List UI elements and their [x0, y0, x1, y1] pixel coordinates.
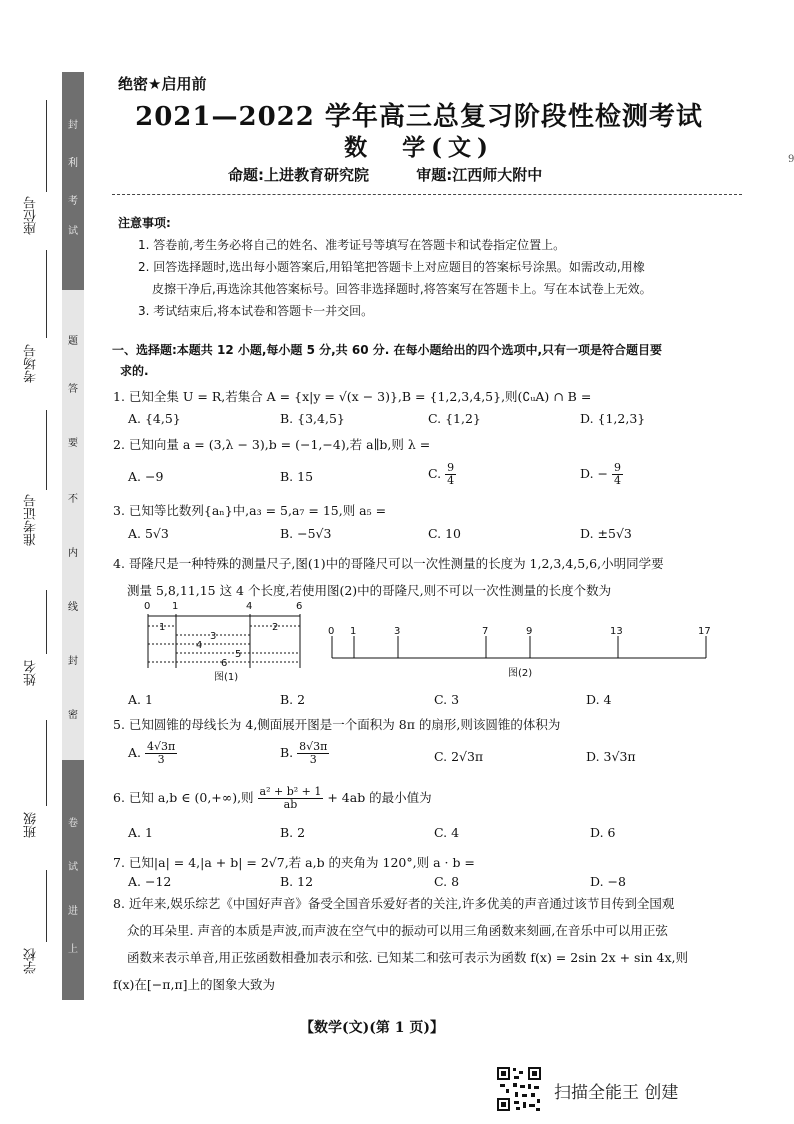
frac-num: 9: [613, 461, 621, 474]
strip-char: 线: [68, 602, 78, 613]
section-heading: [112, 340, 742, 382]
option-c[interactable]: [428, 462, 456, 487]
frac-num: 8√3π: [299, 740, 328, 753]
ruler2-mark-label: 7: [482, 626, 489, 637]
golomb-ruler-figure-2: [322, 618, 722, 680]
question-stem: 4. 哥隆尺是一种特殊的测量尺子,图(1)中的哥隆尺可以一次性测量的长度为 1,2,3,4,5,6,小明同学要: [113, 556, 664, 571]
option-b[interactable]: B. 2: [280, 692, 306, 707]
ruler1-mark-label: 1: [172, 601, 179, 612]
ruler2-mark-label: 1: [350, 626, 357, 637]
page-footer: 【数学(文)(第 1 页)】: [300, 1020, 444, 1036]
strip-light-middle: [62, 290, 84, 760]
fraction: [145, 741, 177, 766]
figure-caption: 图(1): [214, 672, 239, 683]
option-a[interactable]: A. −9: [128, 469, 164, 484]
school-line: [46, 870, 47, 942]
question-stem: [113, 785, 432, 811]
frac-den: ab: [283, 798, 298, 811]
section-heading-line: 求的.: [120, 364, 149, 378]
option-d[interactable]: D. −8: [590, 874, 626, 889]
class-label: 班级: [24, 812, 39, 838]
class-line: [46, 720, 47, 806]
frac-den: 4: [447, 474, 455, 487]
option-a[interactable]: A. −12: [128, 874, 172, 889]
strip-dark-top: [62, 72, 84, 290]
ruler1-span-label: 1: [159, 622, 166, 633]
question-4: [113, 550, 743, 604]
strip-char: 卷: [68, 818, 78, 829]
option-a[interactable]: A. {4,5}: [128, 411, 181, 426]
strip-char: 利: [68, 158, 78, 169]
fraction: [297, 741, 329, 766]
question-7: [113, 853, 475, 871]
section-heading-line: 一、选择题:本题共 12 小题,每小题 5 分,共 60 分. 在每小题给出的四个选项中,只有一项是符合题目要: [112, 343, 663, 357]
ruler1-span-label: 5: [235, 649, 242, 660]
admission-number-label: 准考证号: [24, 494, 39, 546]
option-c[interactable]: C. 2√3π: [434, 749, 484, 764]
figure-caption: 图(2): [508, 668, 533, 679]
question-stem: 3. 已知等比数列{aₙ}中,a₃ = 5,a₇ = 15,则 a₅ =: [113, 503, 387, 518]
exam-room-line: [46, 250, 47, 338]
ruler2-mark-label: 17: [698, 626, 711, 637]
notice-title: 注意事项:: [118, 216, 171, 230]
setters-line: [228, 164, 584, 185]
fraction: [612, 462, 623, 487]
exam-room-label: 考场号: [24, 344, 39, 383]
option-c[interactable]: C. 10: [428, 526, 461, 541]
ruler2-mark-label: 0: [328, 626, 335, 637]
option-b[interactable]: B. 12: [280, 874, 314, 889]
strip-char: 题: [68, 336, 78, 347]
frac-den: 3: [309, 753, 317, 766]
qr-code-icon: [496, 1066, 542, 1112]
option-d[interactable]: D. 6: [590, 825, 616, 840]
question-stem: f(x)在[−π,π]上的图象大致为: [113, 977, 276, 992]
question-1: [113, 387, 591, 405]
option-d[interactable]: D. {1,2,3}: [580, 411, 646, 426]
ruler2-mark-label: 13: [610, 626, 623, 637]
seat-number-label: 座位号: [24, 196, 39, 235]
option-b[interactable]: [280, 741, 329, 766]
exam-title: 2021—2022 学年高三总复习阶段性检测考试: [135, 102, 703, 132]
option-d[interactable]: D. 3√3π: [586, 749, 636, 764]
q2-options: [128, 462, 738, 492]
option-c[interactable]: C. {1,2}: [428, 411, 481, 426]
question-6: [113, 786, 432, 811]
ruler1-span-label: 4: [196, 640, 203, 651]
question-stem: 8. 近年来,娱乐综艺《中国好声音》备受全国音乐爱好者的关注,许多优美的声音通过该节目传到全国观: [113, 896, 675, 911]
option-c[interactable]: C. 8: [434, 874, 460, 889]
strip-char: 封: [68, 656, 78, 667]
option-c[interactable]: C. 3: [434, 692, 460, 707]
fraction: [258, 786, 324, 811]
option-d[interactable]: D. 4: [586, 692, 612, 707]
option-a[interactable]: A. 1: [128, 692, 153, 707]
option-a[interactable]: A. 1: [128, 825, 153, 840]
question-5: [113, 715, 560, 733]
notice-block: [118, 212, 743, 322]
school-label: 学校: [24, 948, 39, 974]
option-c[interactable]: C. 4: [434, 825, 460, 840]
stem-text: + 4ab 的最小值为: [327, 790, 432, 805]
notice-item: 1. 答卷前,考生务必将自己的姓名、准考证号等填写在答题卡和试卷指定位置上。: [138, 238, 566, 252]
strip-char: 不: [68, 494, 78, 505]
option-a[interactable]: A. 5√3: [128, 526, 169, 541]
option-d[interactable]: D. ±5√3: [580, 526, 632, 541]
name-line: [46, 590, 47, 654]
name-label: 姓名: [24, 660, 39, 686]
question-stem: 5. 已知圆锥的母线长为 4,侧面展开图是一个面积为 8π 的扇形,则该圆锥的体积为: [113, 717, 561, 732]
confidential-mark: 绝密★启用前: [118, 75, 207, 93]
question-3: [113, 501, 386, 519]
option-b[interactable]: B. −5√3: [280, 526, 332, 541]
binding-margin-strip: [62, 72, 84, 1000]
notice-item: 3. 考试结束后,将本试卷和答题卡一并交回。: [138, 304, 374, 318]
ruler2-mark-label: 9: [526, 626, 533, 637]
frac-den: 3: [157, 753, 165, 766]
frac-num: 9: [447, 461, 455, 474]
strip-char: 进: [68, 906, 78, 917]
setter-text: 命题:上进教育研究院: [228, 166, 369, 184]
edge-number: 9: [788, 154, 794, 165]
golomb-ruler-figure-1: [136, 598, 316, 686]
ruler1-mark-label: 6: [296, 601, 303, 612]
frac-num: a² + b² + 1: [259, 785, 322, 798]
ruler1-mark-label: 4: [246, 601, 253, 612]
question-8: [113, 890, 743, 998]
option-b[interactable]: B. 15: [280, 469, 314, 484]
question-stem: 众的耳朵里. 声音的本质是声波,而声波在空气中的振动可以用三角函数来刻画,在音乐中可以用正弦: [127, 923, 668, 938]
option-d[interactable]: [580, 462, 623, 487]
option-label: B.: [280, 745, 294, 760]
strip-char: 内: [68, 548, 78, 559]
frac-den: 4: [613, 474, 621, 487]
ruler1-span-label: 3: [210, 631, 217, 642]
strip-char: 封: [68, 120, 78, 131]
strip-char: 试: [68, 862, 78, 873]
option-a[interactable]: [128, 741, 177, 766]
ruler2-mark-label: 3: [394, 626, 401, 637]
question-2: [113, 435, 430, 453]
reviewer-text: 审题:江西师大附中: [416, 166, 543, 184]
seat-number-line: [46, 100, 47, 192]
strip-char: 考: [68, 196, 78, 207]
question-stem: 函数来表示单音,用正弦函数相叠加表示和弦. 已知某二和弦可表示为函数 f(x) = 2sin 2x + sin 4x,则: [127, 950, 688, 965]
option-b[interactable]: B. {3,4,5}: [280, 411, 345, 426]
ruler1-span-label: 6: [221, 658, 228, 669]
header-divider: [112, 194, 742, 195]
scanner-watermark: 扫描全能王 创建: [554, 1083, 679, 1103]
strip-char: 上: [68, 944, 78, 955]
strip-char: 试: [68, 226, 78, 237]
notice-item-cont: 皮擦干净后,再选涂其他答案标号。回答非选择题时,将答案写在答题卡上。写在本试卷上无效。: [152, 282, 652, 296]
ruler1-span-label: 2: [272, 622, 279, 633]
strip-char: 密: [68, 710, 78, 721]
question-stem: 测量 5,8,11,15 这 4 个长度,若使用图(2)中的哥隆尺,则不可以一次性测量的长度个数为: [127, 583, 612, 598]
option-b[interactable]: B. 2: [280, 825, 306, 840]
frac-num: 4√3π: [147, 740, 176, 753]
strip-dark-bottom: [62, 760, 84, 1000]
question-stem: 1. 已知全集 U = R,若集合 A = {x|y = √(x − 3)},B = {1,2,3,4,5},则(∁ᵤA) ∩ B =: [113, 389, 592, 404]
option-label: C.: [428, 466, 442, 481]
stem-text: 6. 已知 a,b ∈ (0,+∞),则: [113, 790, 254, 805]
question-stem: 7. 已知|a| = 4,|a + b| = 2√7,若 a,b 的夹角为 120°,则 a · b =: [113, 855, 475, 870]
notice-item: 2. 回答选择题时,选出每小题答案后,用铅笔把答题卡上对应题目的答案标号涂黑。如需改动,用橡: [138, 260, 645, 274]
subject-title: 数 学(文): [344, 134, 494, 161]
fraction: [445, 462, 456, 487]
option-label: D. −: [580, 466, 608, 481]
option-label: A.: [128, 745, 142, 760]
question-stem: 2. 已知向量 a = (3,λ − 3),b = (−1,−4),若 a∥b,则 λ =: [113, 437, 431, 452]
admission-number-line: [46, 410, 47, 490]
q5-options: [128, 741, 738, 775]
strip-char: 答: [68, 384, 78, 395]
strip-char: 要: [68, 438, 78, 449]
ruler1-mark-label: 0: [144, 601, 151, 612]
